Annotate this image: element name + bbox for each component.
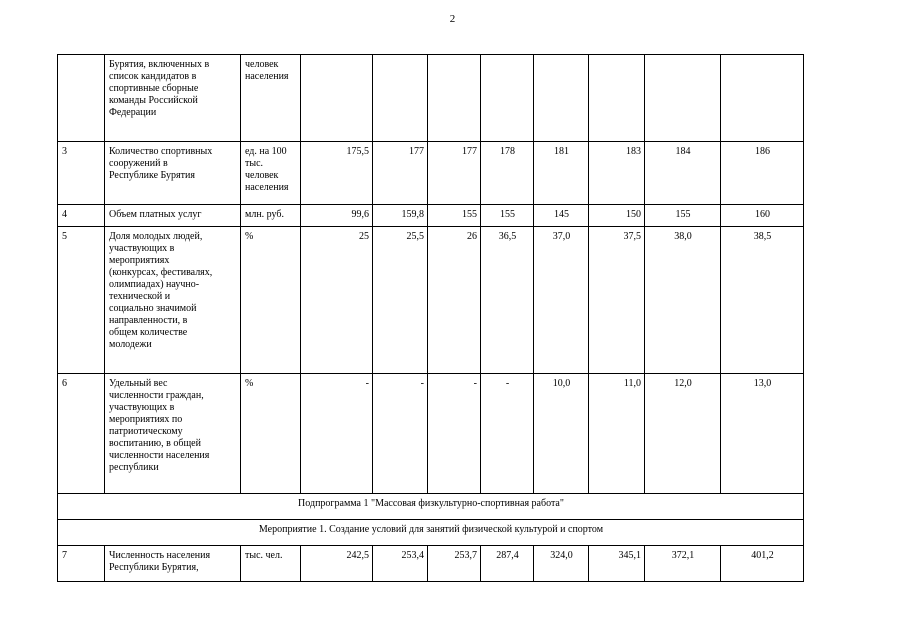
unit: человек населения — [241, 55, 301, 142]
value-cell: 10,0 — [534, 374, 589, 494]
value-cell: 372,1 — [645, 546, 721, 582]
value-cell: 253,4 — [373, 546, 428, 582]
value-cell: 155 — [428, 205, 481, 227]
value-cell: 287,4 — [481, 546, 534, 582]
value-cell: 99,6 — [301, 205, 373, 227]
value-cell: 155 — [645, 205, 721, 227]
indicator-name: Удельный вес численности граждан, участвующих в мероприятиях по патриотическому воспитанию, в общей численности населения республики — [105, 374, 241, 494]
table-row — [58, 374, 804, 494]
value-cell — [589, 55, 645, 142]
value-cell: 26 — [428, 227, 481, 374]
value-cell: 181 — [534, 142, 589, 205]
value-cell — [373, 55, 428, 142]
table-row — [58, 55, 804, 142]
row-number: 6 — [58, 374, 105, 494]
value-cell: 177 — [373, 142, 428, 205]
value-cell: 253,7 — [428, 546, 481, 582]
table-row — [58, 205, 804, 227]
value-cell: 25,5 — [373, 227, 428, 374]
table-row — [58, 227, 804, 374]
row-number: 5 — [58, 227, 105, 374]
value-cell: - — [428, 374, 481, 494]
row-number: 4 — [58, 205, 105, 227]
indicator-name: Численность населения Республики Бурятия, — [105, 546, 241, 582]
unit: тыс. чел. — [241, 546, 301, 582]
activity-row — [58, 520, 804, 546]
value-cell: 38,5 — [721, 227, 804, 374]
row-number: 3 — [58, 142, 105, 205]
indicator-name: Количество спортивных сооружений в Республике Бурятия — [105, 142, 241, 205]
value-cell: 36,5 — [481, 227, 534, 374]
value-cell: 177 — [428, 142, 481, 205]
value-cell: 159,8 — [373, 205, 428, 227]
unit: млн. руб. — [241, 205, 301, 227]
indicator-name: Бурятия, включенных в список кандидатов в спортивные сборные команды Российской Федерации — [105, 55, 241, 142]
subprogram-title: Подпрограмма 1 "Массовая физкультурно-спортивная работа" — [58, 494, 804, 520]
value-cell: 175,5 — [301, 142, 373, 205]
value-cell — [301, 55, 373, 142]
value-cell: 37,5 — [589, 227, 645, 374]
unit: ед. на 100 тыс. человек населения — [241, 142, 301, 205]
value-cell: 145 — [534, 205, 589, 227]
value-cell — [481, 55, 534, 142]
value-cell: 160 — [721, 205, 804, 227]
value-cell: 186 — [721, 142, 804, 205]
value-cell: 37,0 — [534, 227, 589, 374]
value-cell: 11,0 — [589, 374, 645, 494]
value-cell: 183 — [589, 142, 645, 205]
indicators-table — [57, 54, 804, 582]
value-cell: 401,2 — [721, 546, 804, 582]
table-row — [58, 142, 804, 205]
value-cell: 25 — [301, 227, 373, 374]
value-cell: - — [301, 374, 373, 494]
value-cell: 150 — [589, 205, 645, 227]
row-number — [58, 55, 105, 142]
row-number: 7 — [58, 546, 105, 582]
value-cell: 184 — [645, 142, 721, 205]
unit: % — [241, 374, 301, 494]
table-row — [58, 546, 804, 582]
indicator-name: Объем платных услуг — [105, 205, 241, 227]
activity-title: Мероприятие 1. Создание условий для занятий физической культурой и спортом — [58, 520, 804, 546]
value-cell: 12,0 — [645, 374, 721, 494]
value-cell — [721, 55, 804, 142]
value-cell — [534, 55, 589, 142]
value-cell: - — [481, 374, 534, 494]
page-number: 2 — [449, 13, 456, 25]
unit: % — [241, 227, 301, 374]
value-cell — [428, 55, 481, 142]
value-cell: 345,1 — [589, 546, 645, 582]
indicator-name: Доля молодых людей, участвующих в мероприятиях (конкурсах, фестивалях, олимпиадах) научно- технической и социально значимой направленности, в общем количестве молодежи — [105, 227, 241, 374]
value-cell: 324,0 — [534, 546, 589, 582]
value-cell: 38,0 — [645, 227, 721, 374]
value-cell: 155 — [481, 205, 534, 227]
value-cell: 178 — [481, 142, 534, 205]
value-cell: - — [373, 374, 428, 494]
value-cell — [645, 55, 721, 142]
value-cell: 242,5 — [301, 546, 373, 582]
subprogram-row — [58, 494, 804, 520]
value-cell: 13,0 — [721, 374, 804, 494]
